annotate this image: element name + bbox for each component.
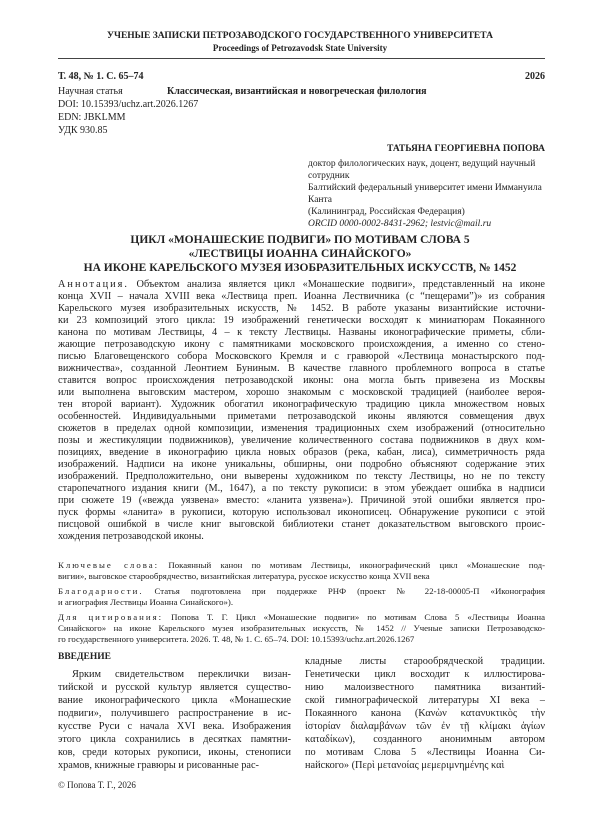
line-text: ской гимнографической литературы XI века –: [305, 695, 545, 706]
text-line: [58, 623, 545, 634]
line-text: сюжетов в пределах одной композиции, изменения традиционных схем изображений (относительно: [58, 423, 545, 434]
line-text: Генетически цикл восходит к иллюстирова-: [305, 669, 545, 680]
text-line: [58, 303, 545, 315]
text-line: [58, 734, 291, 747]
line-text: кусстве Руси с начала XVI века. Изображения: [58, 721, 291, 732]
text-line: [58, 471, 545, 483]
line-text: вигии», выговское старообрядчество, византийская литература, русское искусство конца XVII века: [58, 571, 430, 581]
text-line: [58, 747, 291, 760]
text-line: [305, 682, 545, 695]
text-line: [58, 387, 545, 399]
line-text: Объектом анализа является цикл «Монашеские подвиги», представленный на иконе: [136, 279, 545, 290]
author-location: (Калининград, Российская Федерация): [308, 207, 465, 217]
text-line: [305, 695, 545, 708]
article-type: Научная статья: [58, 86, 123, 97]
line-text: Синайского» на иконе Карельского музея изобразительных искусств, № 1452 // Ученые записки Петрозаводско-: [58, 623, 545, 633]
text-line: [58, 291, 545, 303]
line-text: ков, среди которых рукописи, иконы, стенописи: [58, 747, 291, 758]
line-text: Попова Т. Г. Цикл «Монашеские подвиги» по мотивам Слова 5 «Лествицы Иоанна: [171, 612, 545, 622]
line-text: нию малоизвестного памятника византий-: [305, 682, 545, 693]
text-line: [58, 327, 545, 339]
line-text: храмов, книжные гравюры и рисованные рас-: [58, 760, 259, 771]
line-text: хождения петрозаводской иконы.: [58, 531, 204, 542]
text-line: [58, 363, 545, 375]
text-line: [58, 560, 545, 571]
text-line: [58, 586, 545, 597]
volume-info: Т. 48, № 1. С. 65–74: [58, 71, 144, 82]
line-text: пуск формы «ланита» в рукописи, которую использовал иконописец. Обнаружение рукописи с этой: [58, 507, 545, 518]
line-text: καταδίκων), созданного анонимным автором: [305, 734, 545, 745]
line-text: конца XVII – начала XVIII века «Лествица преп. Иоанна Лествичника (с “пещерами”)» из собрания: [58, 291, 545, 302]
text-line: [58, 375, 545, 387]
author-info: сотрудник: [308, 171, 350, 181]
line-text: позы и жестикуляции подвижников), увеличение количественного состава подвижников в двух ком-: [58, 435, 545, 446]
line-text: или выполнена выговским мастером, хорошо знакомым с московской традицией (наиболее вероя-: [58, 387, 545, 398]
text-line: [58, 612, 545, 623]
line-text: этого цикла сохранились в десятках памятни-: [58, 734, 291, 745]
text-line: [58, 483, 545, 495]
text-line: [58, 634, 545, 645]
line-text: тийской и русской культур является существо-: [58, 682, 291, 693]
text-line: [58, 339, 545, 351]
journal-title: УЧЕНЫЕ ЗАПИСКИ ПЕТРОЗАВОДСКОГО ГОСУДАРСТВЕННОГО УНИВЕРСИТЕТА: [107, 31, 493, 41]
line-text: го государственного университета. 2026. Т. 48, № 1. С. 65–74. DOI: 10.15393/uchz.art.2026.1267: [58, 634, 415, 644]
text-line: [58, 571, 545, 582]
author-info: доктор филологических наук, доцент, ведущий научный: [308, 159, 536, 169]
section-heading: ВВЕДЕНИЕ: [58, 652, 111, 662]
line-text: при сюжете 19 («вежда уязвена» вместо: «ланита уязвена»). Причиной этой ошибки является про-: [58, 495, 545, 506]
journal-title-en: Proceedings of Petrozavodsk State University: [212, 43, 388, 53]
author-affiliation: Канта: [308, 195, 332, 205]
line-text: ставится вопрос происхождения петрозаводской иконы: она могла быть привезена из Москвы: [58, 375, 545, 386]
line-text: вание иконографического цикла «Монашеские: [58, 695, 291, 706]
block-label: Для цитирования:: [58, 612, 164, 622]
line-text: и агиография Лествицы Иоанна Синайского»).: [58, 597, 234, 607]
text-line: [58, 459, 545, 471]
text-line: [58, 708, 291, 721]
text-line: [58, 495, 545, 507]
block-label: Аннотация.: [58, 279, 129, 290]
block-label: Благодарности.: [58, 586, 144, 596]
line-text: канона по мотивам Лествицы, 4 – к тексту Лествицы. Названы иконографические приметы, сбли-: [58, 327, 545, 338]
text-line: [58, 597, 545, 608]
doi[interactable]: DOI: 10.15393/uchz.art.2026.1267: [58, 99, 199, 110]
text-line: [58, 760, 291, 773]
text-line: [58, 531, 545, 543]
text-line: [58, 721, 291, 734]
udk: УДК 930.85: [58, 125, 108, 136]
text-line: [305, 721, 545, 734]
text-line: [58, 423, 545, 435]
author-affiliation: Балтийский федеральный университет имени Иммануила: [308, 183, 542, 193]
line-text: подвиги», получившего распространение в ис-: [58, 708, 291, 719]
line-text: кладные листы старообрядческой традиции.: [305, 656, 545, 667]
text-line: [305, 708, 545, 721]
section-name: Классическая, византийская и новогреческая филология: [167, 86, 427, 97]
text-line: [305, 760, 545, 773]
text-line: [58, 399, 545, 411]
text-line: [58, 315, 545, 327]
line-text: вижничества», созданной Леонтием Буниным. В качестве главного проблемного вопроса в статье: [58, 363, 545, 374]
text-line: [58, 279, 545, 291]
line-text: позициях, введение в иконографию цикла новых образов (река, кабан, лиса), симметричность ряда: [58, 447, 545, 458]
text-line: [305, 669, 545, 682]
line-text: по мотивам Слова 5 «Лествицы Иоанна Си-: [305, 747, 545, 758]
line-text: Карельского музея изобразительных искусств, № 1452. В работе указаны византийские источни-: [58, 303, 545, 314]
year: 2026: [525, 71, 545, 82]
text-line: [58, 447, 545, 459]
text-line: [58, 519, 545, 531]
text-line: [58, 669, 291, 682]
text-line: [305, 747, 545, 760]
line-text: тен второй вариант). Художник обогатил иконографическую традицию цикла множеством новых: [58, 399, 545, 410]
line-text: особенностей. Индивидуальными приметами петрозаводской иконы являются совмещения двух: [58, 411, 545, 422]
text-line: [305, 656, 545, 669]
line-text: изображений. Предположительно, они выверены художником по тексту Лествицы, но не по тексту: [58, 471, 545, 482]
block-label: Ключевые слова:: [58, 560, 160, 570]
text-line: [58, 695, 291, 708]
author-orcid-email[interactable]: ORCID 0000-0002-8431-2962; lestvic@mail.ru: [308, 219, 492, 229]
article-title: «ЛЕСТВИЦЫ ИОАННА СИНАЙСКОГО»: [188, 248, 412, 260]
text-line: [58, 435, 545, 447]
line-text: Покаянный канон по мотивам Лествицы, иконографический цикл «Монашеские под-: [168, 560, 545, 570]
line-text: жающие петрозаводскую икону с памятниками московского происхождения, а именно со стено-: [58, 339, 545, 350]
line-text: старопечатного издания книги (М., 1647), а по тексту рукописи: в этом убеждает ошибка в надписи: [58, 483, 545, 494]
line-text: ки 23 композиций этого цикла: 19 изображений генетически восходят к миниатюрам Покаянного: [58, 315, 545, 326]
header-rule: [58, 58, 545, 59]
text-line: [58, 351, 545, 363]
line-text: Покаянного канона (Κανὼν κατανυκτικὸς τὴν: [305, 708, 545, 719]
text-line: [305, 734, 545, 747]
article-title: НА ИКОНЕ КАРЕЛЬСКОГО МУЗЕЯ ИЗОБРАЗИТЕЛЬНЫХ ИСКУССТВ, № 1452: [83, 262, 517, 274]
text-line: [58, 411, 545, 423]
text-line: [58, 682, 291, 695]
line-text: писцовой ошибкой в числе книг выговской библиотеки станет доказательством выговского проис-: [58, 519, 545, 530]
text-line: [58, 507, 545, 519]
line-text: писью Благовещенского собора Московского Кремля и с гравюрой «Лествица монастырского под-: [58, 351, 545, 362]
line-text: Ярким свидетельством переклички визан-: [72, 669, 291, 680]
article-title: ЦИКЛ «МОНАШЕСКИЕ ПОДВИГИ» ПО МОТИВАМ СЛОВА 5: [130, 234, 470, 246]
line-text: изображений. Надписи на иконе уникальны, обширны, они подробно объясняют содержание этих: [58, 459, 545, 470]
line-text: ἱστορίαν διαλαμβάνων τῶν ἐν τῇ κλίμακι ἁγίων: [305, 721, 545, 732]
line-text: Статья подготовлена при поддержке РНФ (проект № 22-18-00005-П «Иконография: [154, 586, 545, 596]
edn: EDN: JBKLMM: [58, 112, 126, 123]
line-text: найского» (Περὶ μετανοίας μεμεριμνημένης καὶ: [305, 760, 505, 771]
author-name: ТАТЬЯНА ГЕОРГИЕВНА ПОПОВА: [387, 144, 545, 154]
copyright: © Попова Т. Г., 2026: [58, 780, 136, 790]
